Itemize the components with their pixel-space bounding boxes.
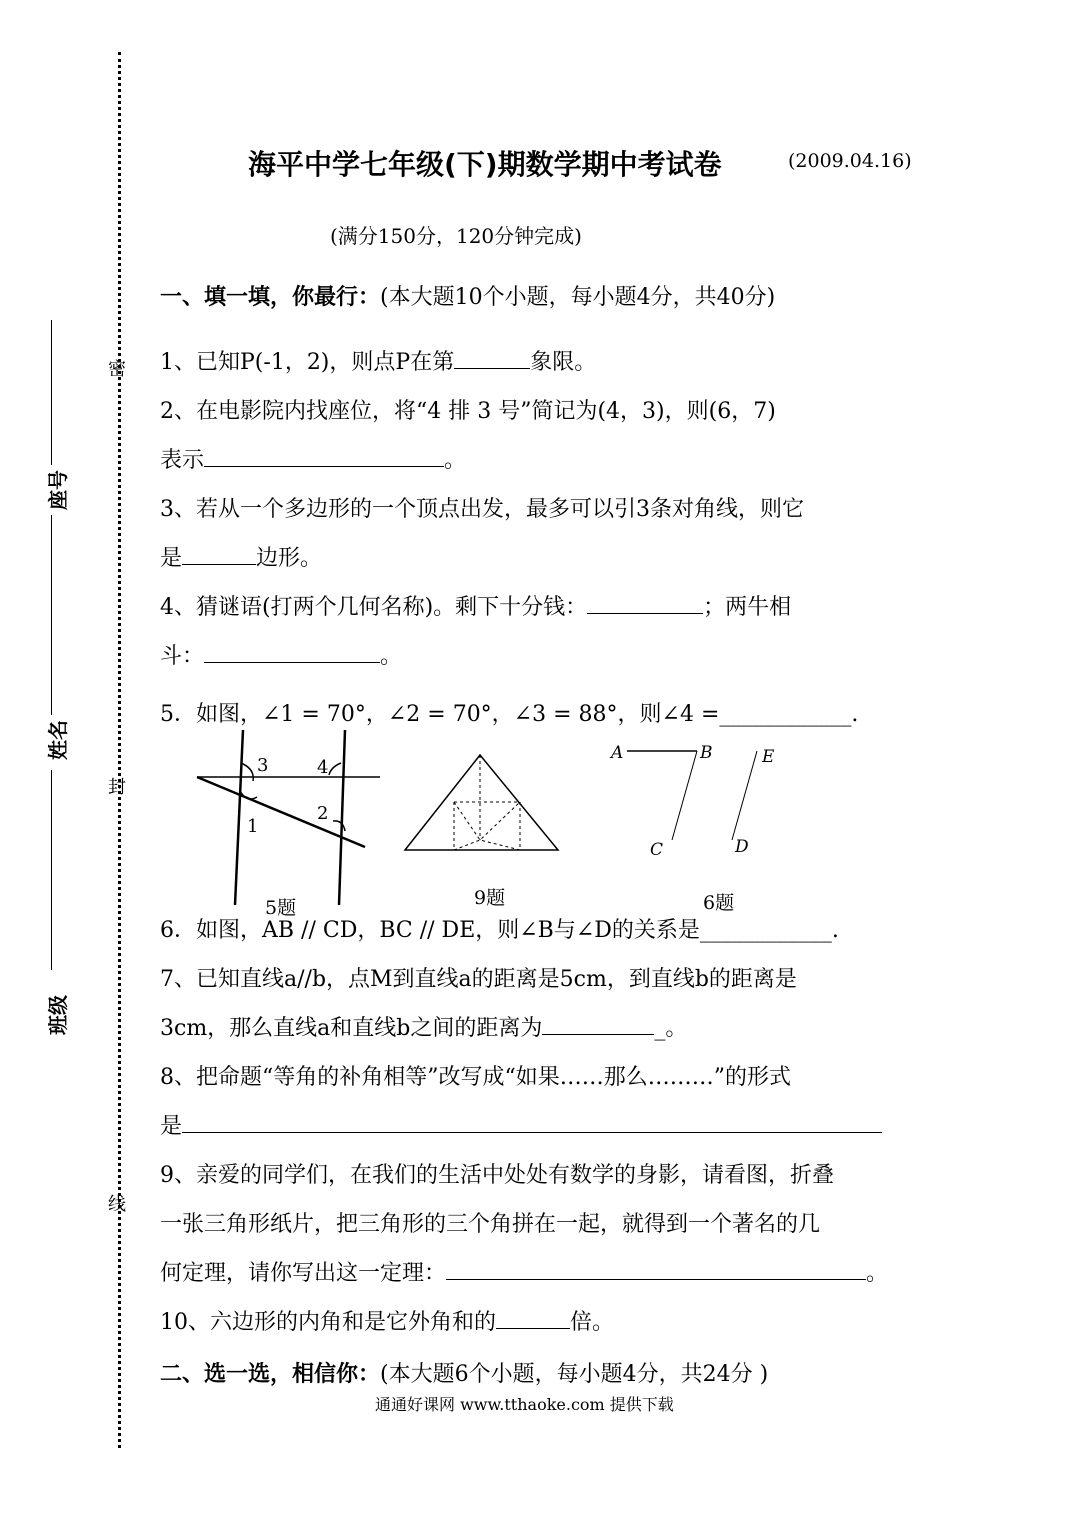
- q4-text-c: 斗：: [160, 644, 205, 669]
- q7-text: 7、已知直线a//b，点M到直线a的距离是5cm，到直线b的距离是: [160, 967, 797, 992]
- figure-9: [400, 750, 565, 855]
- q1-text: 1、已知P(-1，2)，则点P在第: [160, 350, 455, 375]
- fig5-label-3: 3: [257, 755, 269, 776]
- question-2: [160, 397, 776, 427]
- fig5-label-4: 4: [317, 757, 329, 778]
- q8-text-b: 是: [160, 1114, 183, 1139]
- fig6-label-c: C: [650, 840, 664, 860]
- fig6-label-a: A: [611, 743, 624, 763]
- question-8-cont: [160, 1112, 882, 1142]
- question-2-cont: [160, 446, 466, 476]
- q3-text-b: 是: [160, 546, 183, 571]
- q4-answer-blank-2[interactable]: [204, 642, 380, 663]
- figure-5: [185, 725, 385, 910]
- question-5: 5．如图，∠1 = 70°，∠2 = 70°，∠3 = 88°，则∠4 =____________.: [160, 702, 859, 727]
- question-8: [160, 1063, 791, 1093]
- section2-title: 二、选一选，相信你：: [160, 1362, 381, 1387]
- seat-rule: [51, 320, 52, 465]
- q3-answer-blank[interactable]: [182, 544, 256, 565]
- question-9: [160, 1161, 834, 1191]
- question-9-cont2: [160, 1259, 888, 1289]
- section2-heading: [160, 1357, 768, 1388]
- q3-text: 3、若从一个多边形的一个顶点出发，最多可以引3条对角线，则它: [160, 497, 804, 522]
- seal-char-feng: 封: [108, 777, 126, 798]
- q2-text-b: 表示: [160, 448, 205, 473]
- section1-heading: [160, 280, 775, 311]
- fig6-label-b: B: [700, 743, 713, 763]
- name-rule: [51, 515, 52, 715]
- q8-text: 8、把命题“等角的补角相等”改写成“如果……那么………”的形式: [160, 1065, 791, 1090]
- seal-dotted-line: [118, 52, 121, 1448]
- fig6-label-d: D: [735, 837, 749, 857]
- question-3-cont: [160, 544, 322, 574]
- footer-credit: 通通好课网 www.tthaoke.com 提供下载: [375, 1395, 674, 1414]
- fig5-caption: 5题: [265, 897, 297, 919]
- q9-answer-blank[interactable]: [446, 1259, 866, 1280]
- q4-text-b: ；两牛相: [703, 595, 792, 620]
- q2-text: 2、在电影院内找座位，将“4 排 3 号”简记为(4，3)，则(6，7): [160, 399, 776, 424]
- seal-char-xian: 线: [108, 1194, 126, 1215]
- class-rule: [51, 770, 52, 970]
- question-9-cont: [160, 1210, 820, 1240]
- question-4-cont: [160, 642, 402, 672]
- exam-subtitle: (满分150分，120分钟完成): [330, 224, 582, 248]
- q2-answer-blank[interactable]: [204, 446, 444, 467]
- q4-text-end: 。: [380, 644, 403, 669]
- seat-label: 座号: [46, 470, 70, 510]
- section1-title: 一、填一填，你最行：: [160, 285, 381, 310]
- q9-text-c: 何定理，请你写出这一定理：: [160, 1261, 447, 1286]
- q10-text-end: 倍。: [570, 1310, 615, 1335]
- q10-text: 10、六边形的内角和是它外角和的: [160, 1310, 496, 1335]
- question-7: [160, 965, 797, 995]
- q9-text: 9、亲爱的同学们，在我们的生活中处处有数学的身影，请看图，折叠: [160, 1163, 834, 1188]
- fig6-label-e: E: [762, 747, 775, 767]
- exam-date: (2009.04.16): [788, 150, 912, 172]
- question-4: [160, 593, 791, 623]
- q7-text-b: 3cm，那么直线a和直线b之间的距离为: [160, 1016, 543, 1041]
- q3-text-end: 边形。: [256, 546, 323, 571]
- question-10: [160, 1308, 614, 1338]
- q10-answer-blank[interactable]: [496, 1308, 570, 1329]
- q7-answer-blank[interactable]: [542, 1014, 654, 1035]
- q1-text-end: 象限。: [530, 350, 597, 375]
- q1-answer-blank[interactable]: [454, 348, 530, 369]
- q9-text-end: 。: [866, 1261, 889, 1286]
- q8-answer-blank[interactable]: [182, 1112, 882, 1133]
- fig9-caption: 9题: [474, 887, 506, 909]
- section1-note: (本大题10个小题，每小题4分，共40分): [380, 285, 776, 310]
- fig5-label-2: 2: [317, 803, 329, 824]
- question-1: [160, 348, 596, 378]
- q4-answer-blank-1[interactable]: [587, 593, 703, 614]
- question-3: [160, 495, 804, 525]
- fig6-caption: 6题: [703, 892, 735, 914]
- q4-text: 4、猜谜语(打两个几何名称)。剩下十分钱：: [160, 595, 588, 620]
- name-label: 姓名: [46, 720, 70, 760]
- q2-text-end: 。: [444, 448, 467, 473]
- question-7-cont: [160, 1014, 687, 1044]
- q9-text-b: 一张三角形纸片，把三角形的三个角拼在一起，就得到一个著名的几: [160, 1212, 821, 1237]
- figure-6: [605, 738, 785, 863]
- fig5-label-1: 1: [247, 816, 259, 837]
- page-title: 海平中学七年级(下)期数学期中考试卷: [248, 148, 722, 181]
- question-6: 6．如图，AB // CD，BC // DE，则∠B与∠D的关系是____________.: [160, 918, 839, 943]
- class-label: 班级: [46, 995, 70, 1035]
- q7-text-end: _。: [654, 1016, 688, 1041]
- section2-note: (本大题6个小题，每小题4分，共24分 ): [380, 1362, 769, 1387]
- seal-char-mi: 密: [108, 359, 126, 380]
